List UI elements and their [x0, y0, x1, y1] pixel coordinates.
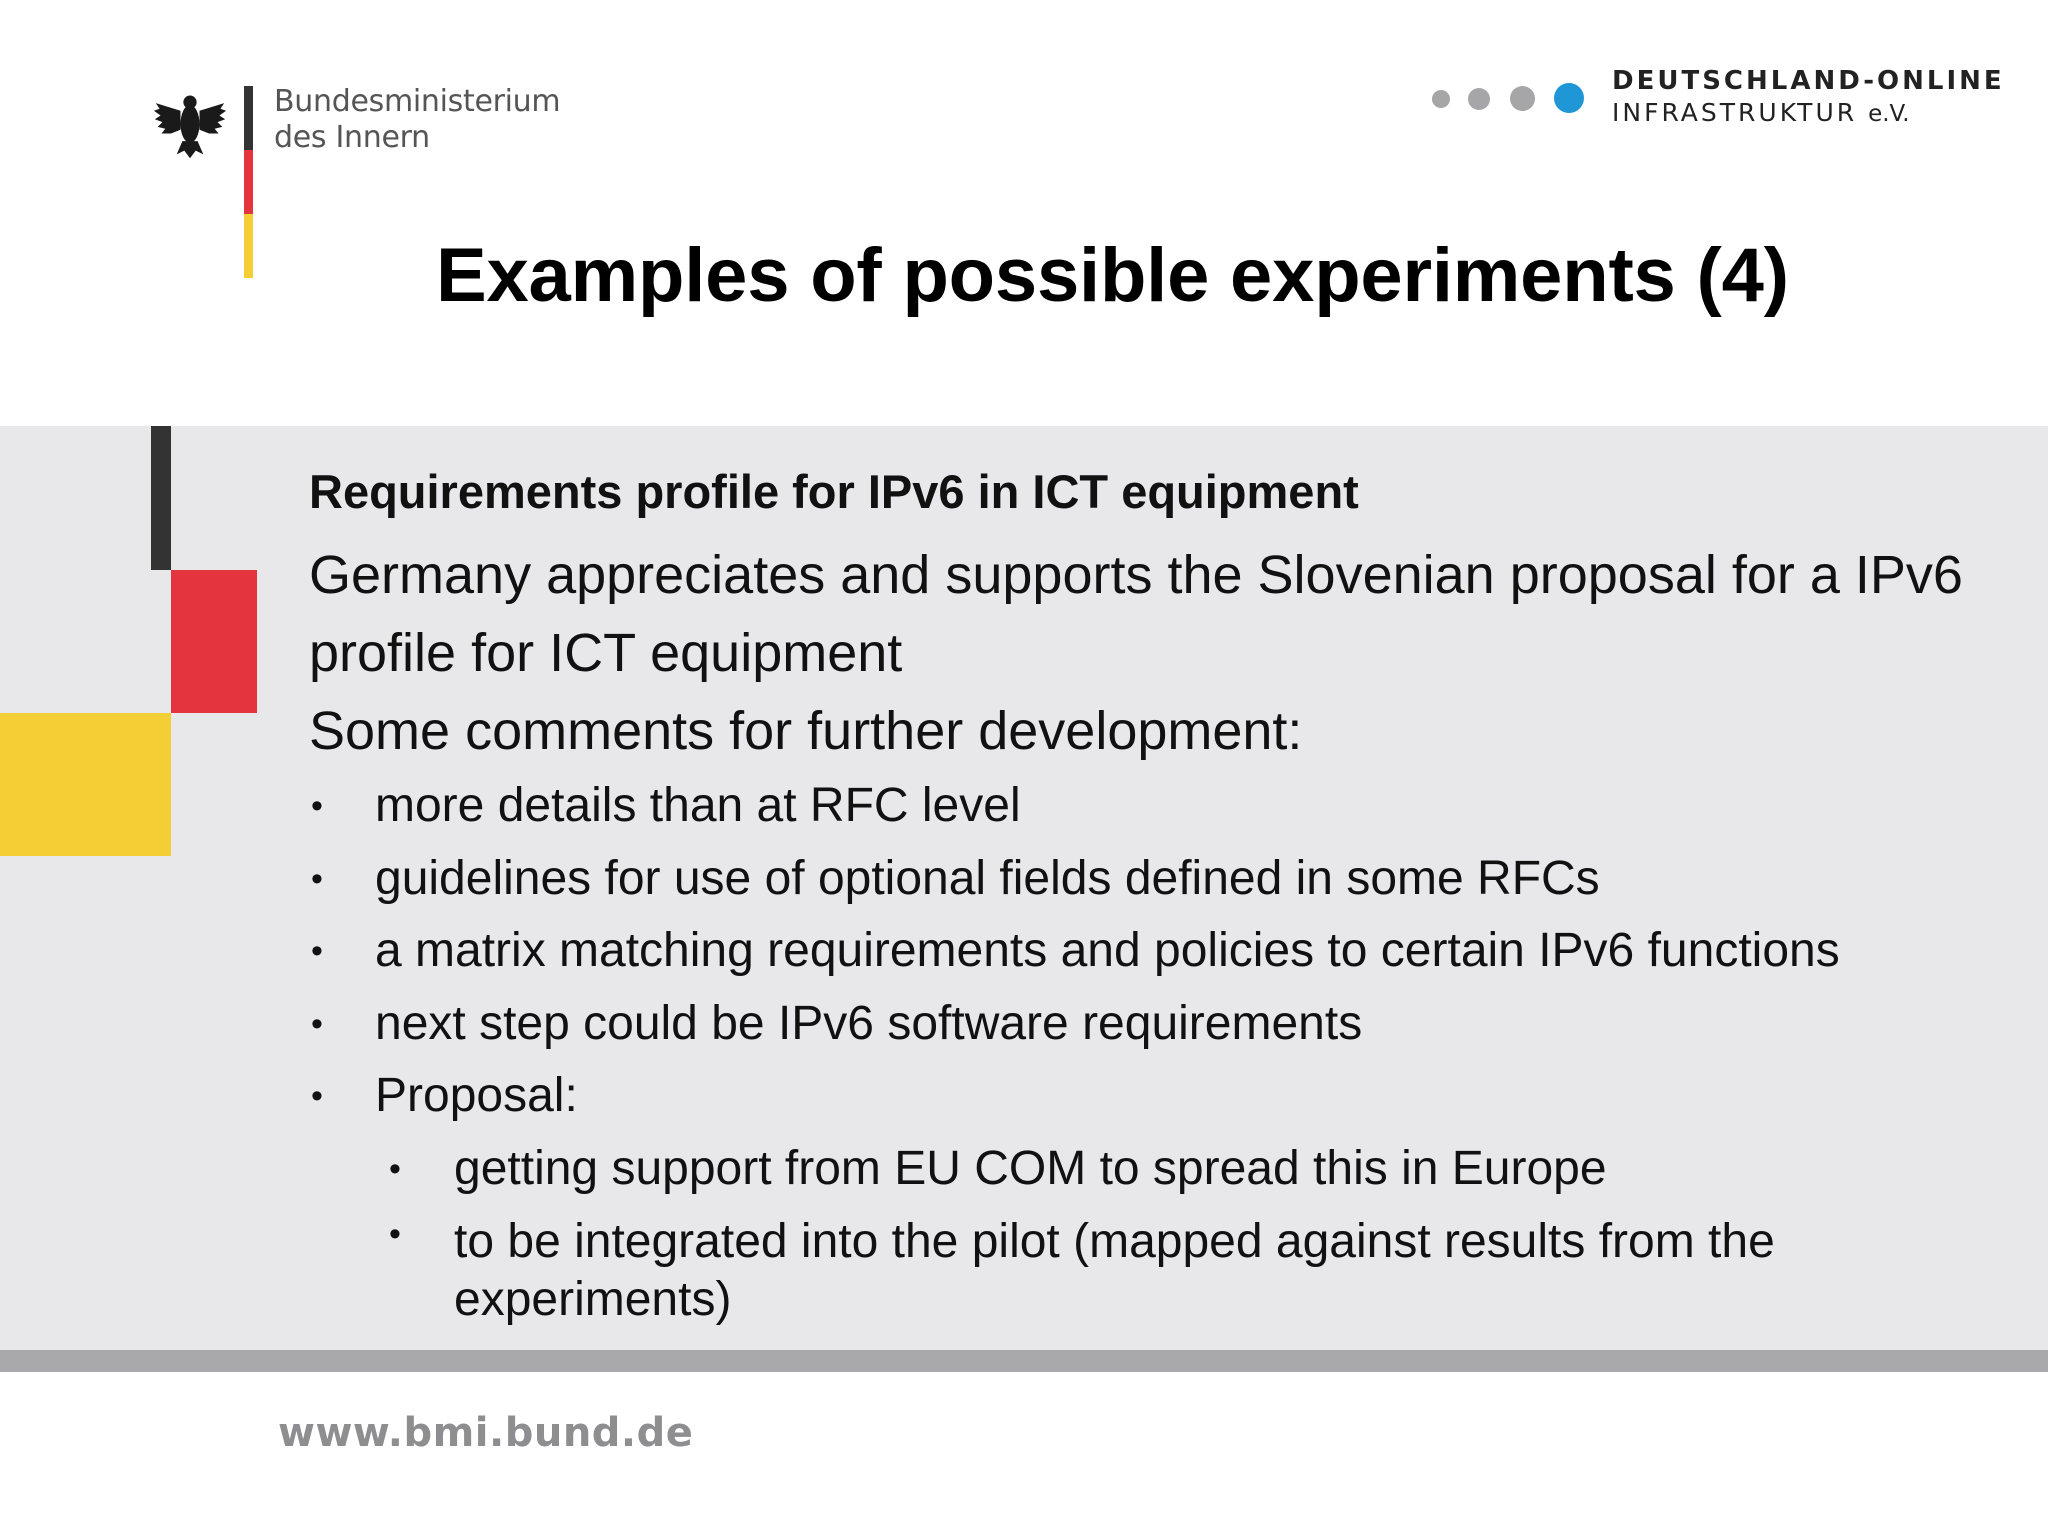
logo-dot-1	[1432, 90, 1450, 108]
bullet-dot-icon: •	[311, 859, 323, 898]
partner-logo-subtitle	[1612, 98, 1910, 127]
list-item	[309, 1060, 2009, 1133]
list-item	[309, 915, 2009, 988]
bullet-dot-icon: •	[311, 932, 323, 970]
flag-bar	[244, 86, 253, 278]
sub-list-item	[309, 1133, 2009, 1206]
slide-body	[309, 460, 2009, 1329]
ministry-name-line1: Bundesministerium	[274, 84, 561, 119]
partner-logo-subtitle-text: INFRASTRUKTUR	[1612, 98, 1858, 127]
bullet-dot-icon: •	[311, 787, 323, 825]
ministry-name-line2: des Innern	[274, 120, 430, 155]
list-item	[309, 843, 2009, 916]
list-item	[309, 988, 2009, 1061]
federal-eagle-icon	[152, 84, 228, 164]
ministry-name	[274, 84, 560, 156]
sub-list-item-text: getting support from EU COM to spread this in Europe	[454, 1141, 1607, 1195]
sub-list-item-text: to be integrated into the pilot (mapped against results from the experiments)	[454, 1215, 1775, 1326]
bullet-dot-icon: •	[311, 1077, 323, 1115]
list-item-text: a matrix matching requirements and policies to certain IPv6 functions	[375, 924, 1840, 977]
deco-black-block	[151, 426, 171, 570]
bullet-dot-icon: •	[389, 1215, 401, 1253]
list-item-text: next step could be IPv6 software requirements	[375, 996, 1363, 1050]
sub-list-item	[309, 1205, 2009, 1329]
list-item	[309, 770, 2009, 843]
flag-black-stripe	[244, 86, 253, 150]
slide-title: Examples of possible experiments (4)	[436, 233, 1789, 318]
sub-bullet-list	[309, 1133, 2009, 1330]
flag-gold-stripe	[244, 214, 253, 278]
bullet-dot-icon: •	[311, 1004, 323, 1043]
partner-logo	[1428, 66, 2005, 136]
deco-yellow-block	[0, 713, 171, 856]
bullet-dot-icon: •	[389, 1149, 401, 1188]
deco-red-block	[171, 570, 257, 713]
section-subheading: Requirements profile for IPv6 in ICT equipment	[309, 465, 1359, 518]
body-paragraph-1: Germany appreciates and supports the Slovenian proposal for a IPv6 profile for ICT equipment	[309, 545, 1963, 683]
logo-dot-2	[1468, 88, 1490, 110]
footer-url[interactable]: www.bmi.bund.de	[278, 1410, 694, 1456]
partner-logo-title: DEUTSCHLAND-ONLINE	[1612, 66, 2005, 96]
body-paragraph-2: Some comments for further development:	[309, 701, 1303, 761]
flag-red-stripe	[244, 150, 253, 214]
list-item-text: guidelines for use of optional fields defined in some RFCs	[375, 851, 1600, 905]
logo-dot-3	[1510, 86, 1535, 111]
bullet-list	[309, 770, 2009, 1133]
list-item-text: Proposal:	[375, 1069, 578, 1122]
logo-dot-4	[1554, 83, 1584, 113]
bottom-rule	[0, 1350, 2048, 1372]
partner-logo-suffix: e.V.	[1868, 101, 1910, 127]
list-item-text: more details than at RFC level	[375, 779, 1021, 832]
